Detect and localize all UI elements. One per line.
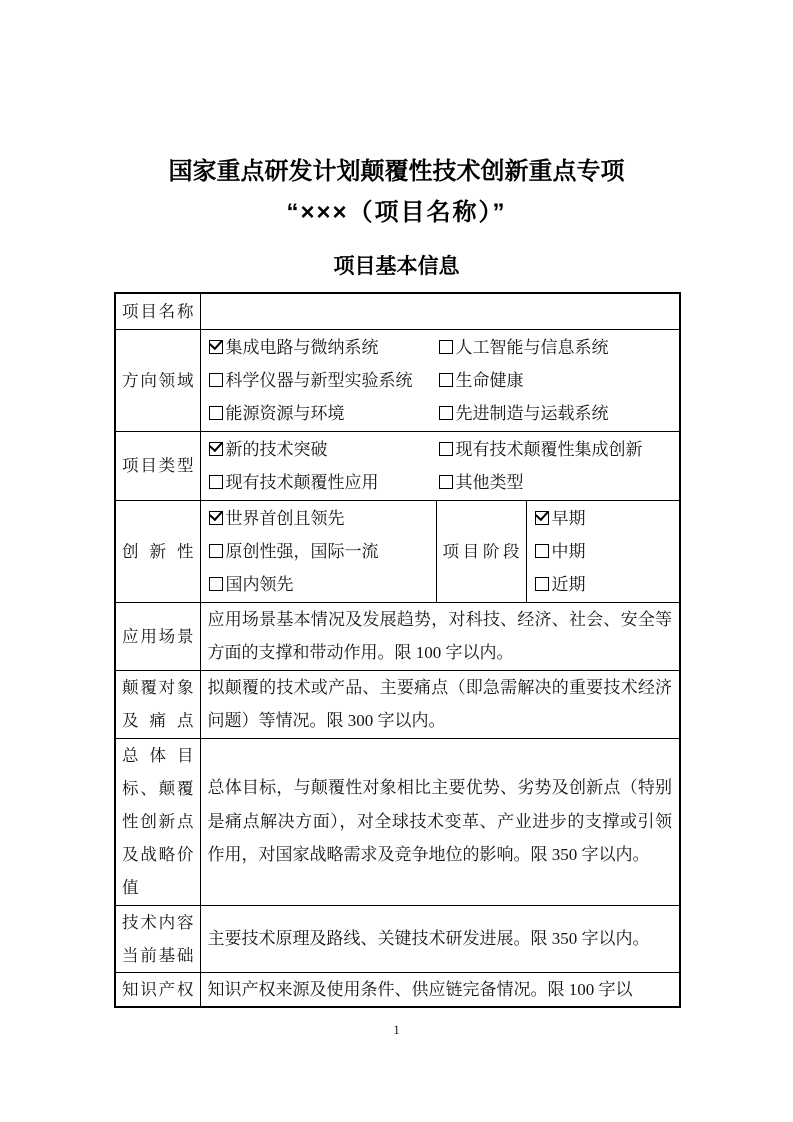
direction-option-2-checkbox[interactable] (439, 340, 453, 354)
direction-option-grid (202, 331, 679, 430)
direction-label: 方向领域 (115, 329, 200, 431)
stage-label: 项目阶段 (436, 500, 526, 602)
direction-option-6-label: 先进制造与运载系统 (455, 403, 609, 423)
project-type-option-4-checkbox[interactable] (439, 475, 453, 489)
project-type-option-4-label: 其他类型 (455, 472, 524, 492)
project-type-option-2-label: 现有技术颠覆性集成创新 (455, 439, 643, 459)
project-type-option-2-checkbox[interactable] (439, 442, 453, 456)
target-label: 颠覆对象及痛点 (115, 670, 200, 738)
stage-option-list (528, 502, 679, 601)
project-type-option-1-checkbox[interactable] (209, 442, 223, 456)
innovation-option-list (202, 502, 435, 601)
direction-option-2-label: 人工智能与信息系统 (455, 337, 609, 357)
innovation-option-1-label: 世界首创且领先 (225, 508, 345, 528)
stage-option-1-checkbox[interactable] (535, 511, 549, 525)
direction-option-1-label: 集成电路与微纳系统 (225, 337, 379, 357)
direction-option-6-checkbox[interactable] (439, 406, 453, 420)
tech-desc: 主要技术原理及路线、关键技术研发进展。限 350 字以内。 (200, 905, 680, 972)
option-item (209, 433, 439, 466)
project-type-option-3-checkbox[interactable] (209, 475, 223, 489)
project-type-label: 项目类型 (115, 431, 200, 500)
option-item (439, 433, 679, 466)
project-info-table (114, 292, 681, 1008)
innovation-options-cell (200, 500, 436, 602)
stage-option-2-label: 中期 (551, 541, 586, 561)
option-item (209, 568, 435, 601)
section-heading: 项目基本信息 (333, 255, 460, 278)
tech-label: 技术内容当前基础 (115, 905, 200, 972)
project-type-option-grid (202, 433, 679, 499)
innovation-option-2-label: 原创性强，国际一流 (225, 541, 379, 561)
stage-option-1-label: 早期 (551, 508, 586, 528)
row-target (115, 670, 680, 738)
option-item (209, 502, 435, 535)
page-number: 1 (393, 1022, 400, 1037)
direction-option-4-label: 生命健康 (455, 370, 524, 390)
stage-option-3-label: 近期 (551, 574, 586, 594)
innovation-option-3-label: 国内领先 (225, 574, 294, 594)
direction-option-3-label: 科学仪器与新型实验系统 (225, 370, 413, 390)
option-item (439, 364, 679, 397)
option-item (209, 466, 439, 499)
stage-option-3-checkbox[interactable] (535, 577, 549, 591)
stage-option-2-checkbox[interactable] (535, 544, 549, 558)
row-application (115, 602, 680, 670)
row-project-name (115, 293, 680, 329)
application-desc: 应用场景基本情况及发展趋势，对科技、经济、社会、安全等方面的支撑和带动作用。限 100 字以内。 (200, 602, 680, 670)
project-name-value-cell[interactable] (200, 293, 680, 329)
row-tech (115, 905, 680, 972)
option-item (209, 397, 439, 430)
goal-label: 总体目标、颠覆性创新点及战略价值 (115, 738, 200, 905)
option-item (209, 364, 439, 397)
row-goal (115, 738, 680, 905)
row-project-type (115, 431, 680, 500)
option-item (209, 535, 435, 568)
project-type-option-3-label: 现有技术颠覆性应用 (225, 472, 379, 492)
row-direction (115, 329, 680, 431)
option-item (535, 568, 679, 601)
target-desc: 拟颠覆的技术或产品、主要痛点（即急需解决的重要技术经济问题）等情况。限 300 字以内。 (200, 670, 680, 738)
goal-desc: 总体目标，与颠覆性对象相比主要优势、劣势及创新点（特别是痛点解决方面），对全球技术变革、产业进步的支撑或引领作用，对国家战略需求及竞争地位的影响。限 350 字以内。 (200, 738, 680, 905)
direction-options-cell (200, 329, 680, 431)
innovation-label: 创新性 (115, 500, 200, 602)
document-title-line1: 国家重点研发计划颠覆性技术创新重点专项 (168, 158, 625, 185)
innovation-option-2-checkbox[interactable] (209, 544, 223, 558)
option-item (535, 502, 679, 535)
project-name-label: 项目名称 (115, 293, 200, 329)
innovation-option-1-checkbox[interactable] (209, 511, 223, 525)
application-label: 应用场景 (115, 602, 200, 670)
row-ip (115, 972, 680, 1007)
option-item (439, 331, 679, 364)
row-innovation-stage (115, 500, 680, 602)
project-type-options-cell (200, 431, 680, 500)
option-item (209, 331, 439, 364)
ip-label: 知识产权 (115, 972, 200, 1007)
ip-desc: 知识产权来源及使用条件、供应链完备情况。限 100 字以 (200, 972, 680, 1007)
option-item (439, 466, 679, 499)
direction-option-3-checkbox[interactable] (209, 373, 223, 387)
direction-option-1-checkbox[interactable] (209, 340, 223, 354)
document-title-line2: “×××（项目名称）” (286, 199, 507, 226)
direction-option-4-checkbox[interactable] (439, 373, 453, 387)
direction-option-5-label: 能源资源与环境 (225, 403, 345, 423)
innovation-option-3-checkbox[interactable] (209, 577, 223, 591)
option-item (439, 397, 679, 430)
direction-option-5-checkbox[interactable] (209, 406, 223, 420)
project-type-option-1-label: 新的技术突破 (225, 439, 328, 459)
option-item (535, 535, 679, 568)
stage-options-cell (526, 500, 680, 602)
